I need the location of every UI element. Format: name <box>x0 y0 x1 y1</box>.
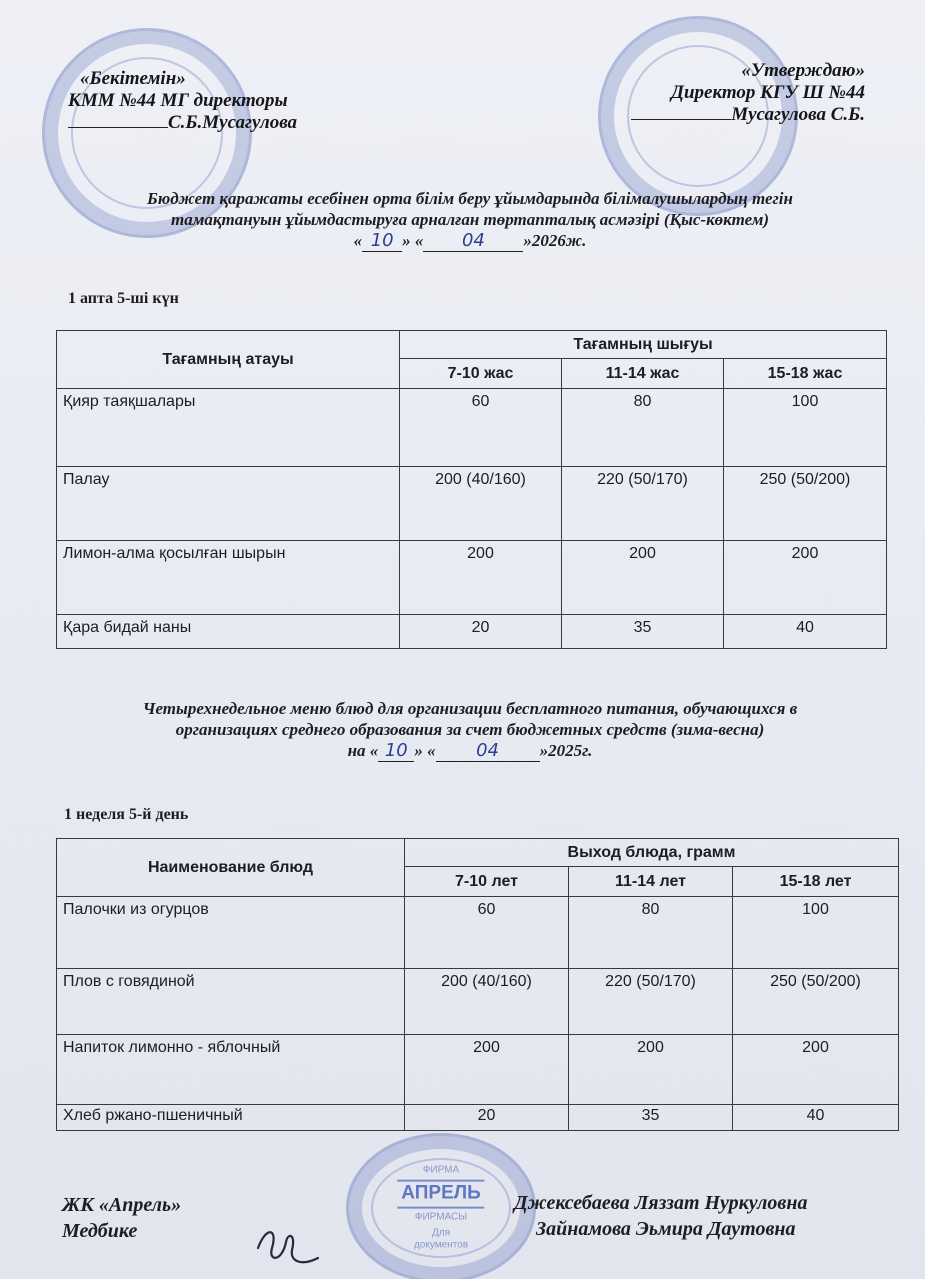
april-stamp-bottom1: Для <box>431 1227 451 1239</box>
footer-role: Медбике <box>62 1220 138 1242</box>
ru-date-day: 10 <box>378 740 414 762</box>
kz-date-year: »2026ж. <box>523 231 587 250</box>
footer-org: ЖК «Апрель» <box>62 1194 182 1216</box>
footer-name1: Джексебаева Ляззат Нуркуловна <box>514 1192 808 1214</box>
kz-title-line1: Бюджет қаражаты есебінен орта білім беру ұйымдарында білімалушылардың тегін <box>147 189 793 208</box>
approval-kz-name: С.Б.Мусагулова <box>168 112 298 133</box>
portion-value: 250 (50/200) <box>724 467 887 541</box>
approval-ru-heading: «Утверждаю» <box>741 60 865 81</box>
footer-name2: Зайнамова Эьмира Даутовна <box>536 1218 796 1240</box>
approval-ru-signature-line <box>631 104 731 120</box>
ru-age-header: 11-14 лет <box>569 867 733 897</box>
dish-name: Напиток лимонно - яблочный <box>57 1035 405 1105</box>
portion-value: 60 <box>405 897 569 969</box>
kz-age-header: 11-14 жас <box>562 359 724 389</box>
ru-date-year: »2025г. <box>539 741 593 760</box>
table-row <box>57 1035 899 1105</box>
ru-date-month: 04 <box>436 740 540 762</box>
table-row <box>57 389 887 467</box>
april-stamp-bottom2: документов <box>413 1239 469 1251</box>
portion-value: 200 <box>569 1035 733 1105</box>
kz-col-name-header: Тағамның атауы <box>57 331 400 389</box>
portion-value: 200 <box>724 541 887 615</box>
portion-value: 200 <box>405 1035 569 1105</box>
portion-value: 220 (50/170) <box>569 969 733 1035</box>
table-row <box>57 615 887 649</box>
april-stamp-mid: ФИРМАСЫ <box>414 1211 468 1223</box>
portion-value: 200 (40/160) <box>405 969 569 1035</box>
approval-kz-position: КММ №44 МГ директоры <box>68 90 288 111</box>
portion-value: 80 <box>562 389 724 467</box>
approval-ru-position: Директор КГУ Ш №44 <box>671 82 865 103</box>
portion-value: 60 <box>400 389 562 467</box>
table-row <box>57 1105 899 1131</box>
footer-right <box>514 1190 807 1242</box>
footer-left <box>62 1192 181 1244</box>
dish-name: Лимон-алма қосылған шырын <box>57 541 400 615</box>
dish-name: Палочки из огурцов <box>57 897 405 969</box>
portion-value: 40 <box>733 1105 899 1131</box>
portion-value: 200 <box>400 541 562 615</box>
kz-date-month: 04 <box>423 230 523 252</box>
portion-value: 100 <box>724 389 887 467</box>
ru-week-day: 1 неделя 5-й день <box>64 806 189 823</box>
dish-name: Плов с говядиной <box>57 969 405 1035</box>
table-row <box>57 897 899 969</box>
kz-date-day: 10 <box>362 230 402 252</box>
ru-col-name-header: Наименование блюд <box>57 839 405 897</box>
ru-menu-table <box>56 838 899 1131</box>
portion-value: 200 (40/160) <box>400 467 562 541</box>
dish-name: Хлеб ржано-пшеничный <box>57 1105 405 1131</box>
kz-title: Бюджет қаражаты есебінен орта білім беру ұйымдарында білімалушылардың тегін тамақтануын ұйымдастыруға арналған төртапталық асмәзірі (Қыс-көктем) « 10 » « 04 »2026ж. <box>40 188 900 252</box>
ru-title-line1: Четырехнедельное меню блюд для организации бесплатного питания, обучающихся в <box>142 699 798 718</box>
table-row <box>57 541 887 615</box>
ru-title-line2: организациях среднего образования за счет бюджетных средств (зима-весна) <box>175 720 765 739</box>
portion-value: 100 <box>733 897 899 969</box>
portion-value: 40 <box>724 615 887 649</box>
ru-date-prefix: на « <box>347 741 379 760</box>
portion-value: 220 (50/170) <box>562 467 724 541</box>
approval-block-ru <box>631 60 865 126</box>
kz-age-header: 7-10 жас <box>400 359 562 389</box>
approval-kz-signature-line <box>68 112 168 128</box>
portion-value: 20 <box>400 615 562 649</box>
portion-value: 35 <box>569 1105 733 1131</box>
table-row <box>57 467 887 541</box>
portion-value: 200 <box>733 1035 899 1105</box>
april-stamp-name: АПРЕЛЬ <box>397 1180 484 1209</box>
kz-menu-table <box>56 330 887 649</box>
portion-value: 250 (50/200) <box>733 969 899 1035</box>
kz-col-output-header: Тағамның шығуы <box>400 331 887 359</box>
approval-block-kz <box>68 68 297 134</box>
handwritten-signature <box>252 1218 322 1274</box>
approval-ru-name: Мусагулова С.Б. <box>731 104 865 125</box>
kz-age-header: 15-18 жас <box>724 359 887 389</box>
portion-value: 200 <box>562 541 724 615</box>
dish-name: Қара бидай наны <box>57 615 400 649</box>
april-stamp <box>346 1133 536 1279</box>
april-stamp-top: ФИРМА <box>422 1164 460 1176</box>
dish-name: Қияр таяқшалары <box>57 389 400 467</box>
approval-kz-heading: «Бекітемін» <box>80 68 186 89</box>
table-row <box>57 969 899 1035</box>
ru-title: Четырехнедельное меню блюд для организации бесплатного питания, обучающихся в организациях среднего образования за счет бюджетных средств (зима-весна) на « 10 » « 04 »2025г. <box>40 698 900 762</box>
dish-name: Палау <box>57 467 400 541</box>
kz-week-day: 1 апта 5-ші күн <box>68 290 179 307</box>
ru-age-header: 7-10 лет <box>405 867 569 897</box>
ru-col-output-header: Выход блюда, грамм <box>405 839 899 867</box>
portion-value: 35 <box>562 615 724 649</box>
ru-age-header: 15-18 лет <box>733 867 899 897</box>
kz-title-line2: тамақтануын ұйымдастыруға арналған төртапталық асмәзірі (Қыс-көктем) <box>170 210 770 229</box>
portion-value: 20 <box>405 1105 569 1131</box>
portion-value: 80 <box>569 897 733 969</box>
